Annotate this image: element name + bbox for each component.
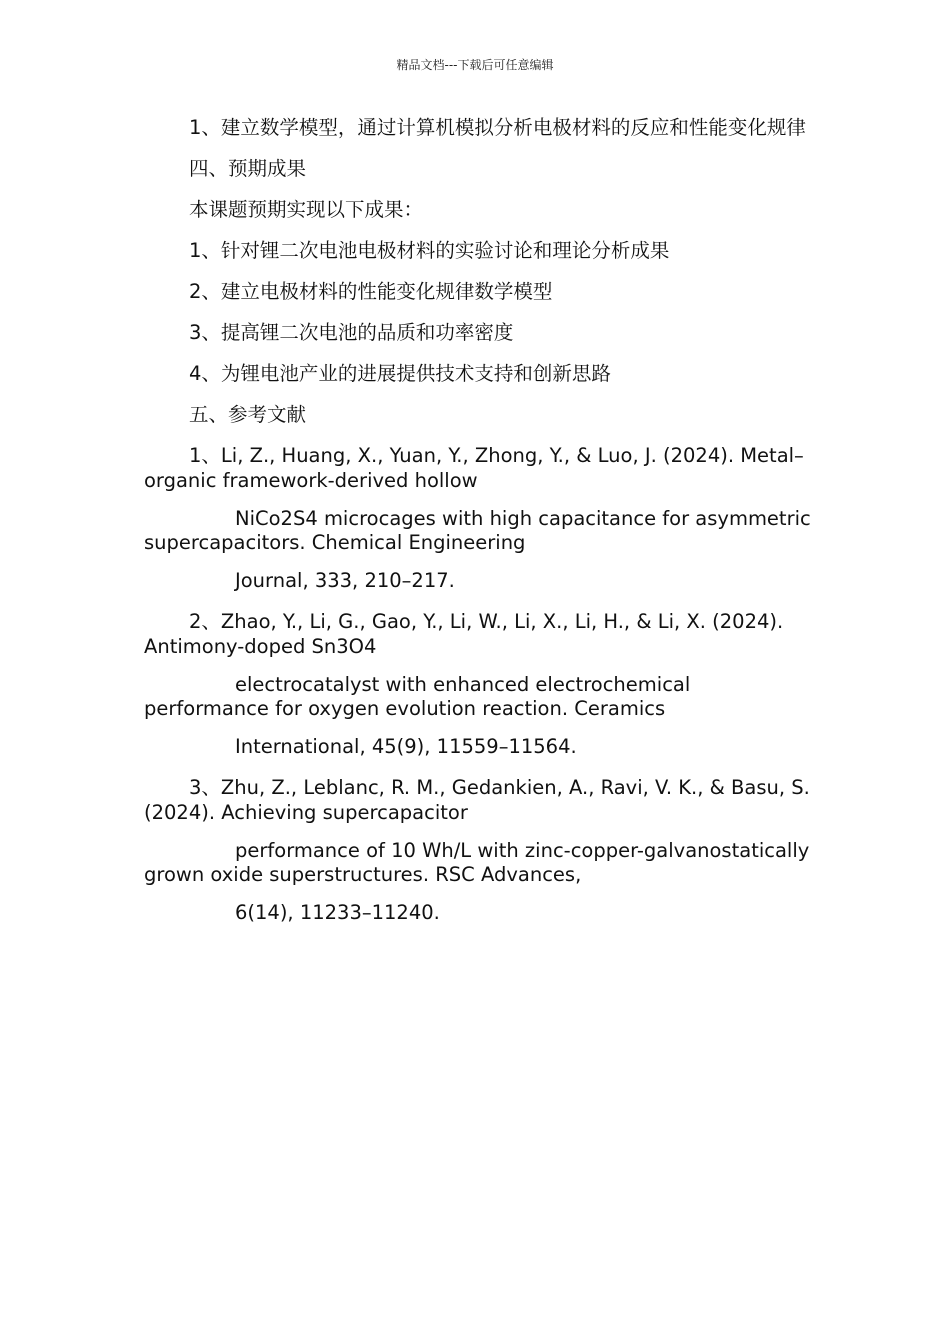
expected-result-item: 3、提高锂二次电池的品质和功率密度 (189, 321, 514, 344)
reference-line: 6(14), 11233–11240. (235, 901, 440, 924)
reference-line: electrocatalyst with enhanced electrochemical performance for oxygen evolution reaction. Ceramics (144, 672, 691, 720)
reference-line: 2、Zhao, Y., Li, G., Gao, Y., Li, W., Li, X., Li, H., & Li, X. (2024). Antimony-doped Sn3O4 (144, 610, 784, 658)
section-heading-expected-results: 四、预期成果 (189, 157, 307, 180)
page-header: 精品文档---下载后可任意编辑 (396, 58, 554, 72)
reference-line: International, 45(9), 11559–11564. (235, 735, 577, 758)
method-item-1: 1、建立数学模型，通过计算机模拟分析电极材料的反应和性能变化规律 (189, 116, 806, 139)
reference-entry (144, 444, 814, 594)
reference-line: 1、Li, Z., Huang, X., Yuan, Y., Zhong, Y., & Luo, J. (2024). Metal–organic framework-derived hollow (144, 444, 804, 492)
document-body (144, 116, 814, 942)
reference-entry (144, 610, 814, 760)
reference-line: performance of 10 Wh/L with zinc-copper-galvanostatically grown oxide superstructures. RSC Advances, (144, 838, 810, 886)
reference-entry (144, 776, 814, 926)
reference-line: NiCo2S4 microcages with high capacitance for asymmetric supercapacitors. Chemical Engineering (144, 506, 811, 554)
expected-result-item: 2、建立电极材料的性能变化规律数学模型 (189, 280, 553, 303)
reference-line: 3、Zhu, Z., Leblanc, R. M., Gedankien, A., Ravi, V. K., & Basu, S. (2024). Achieving supercapacitor (144, 776, 810, 824)
reference-line: Journal, 333, 210–217. (235, 569, 455, 592)
section-heading-references: 五、参考文献 (189, 403, 307, 426)
expected-results-intro: 本课题预期实现以下成果： (189, 198, 424, 221)
expected-result-item: 4、为锂电池产业的进展提供技术支持和创新思路 (189, 362, 611, 385)
expected-result-item: 1、针对锂二次电池电极材料的实验讨论和理论分析成果 (189, 239, 670, 262)
